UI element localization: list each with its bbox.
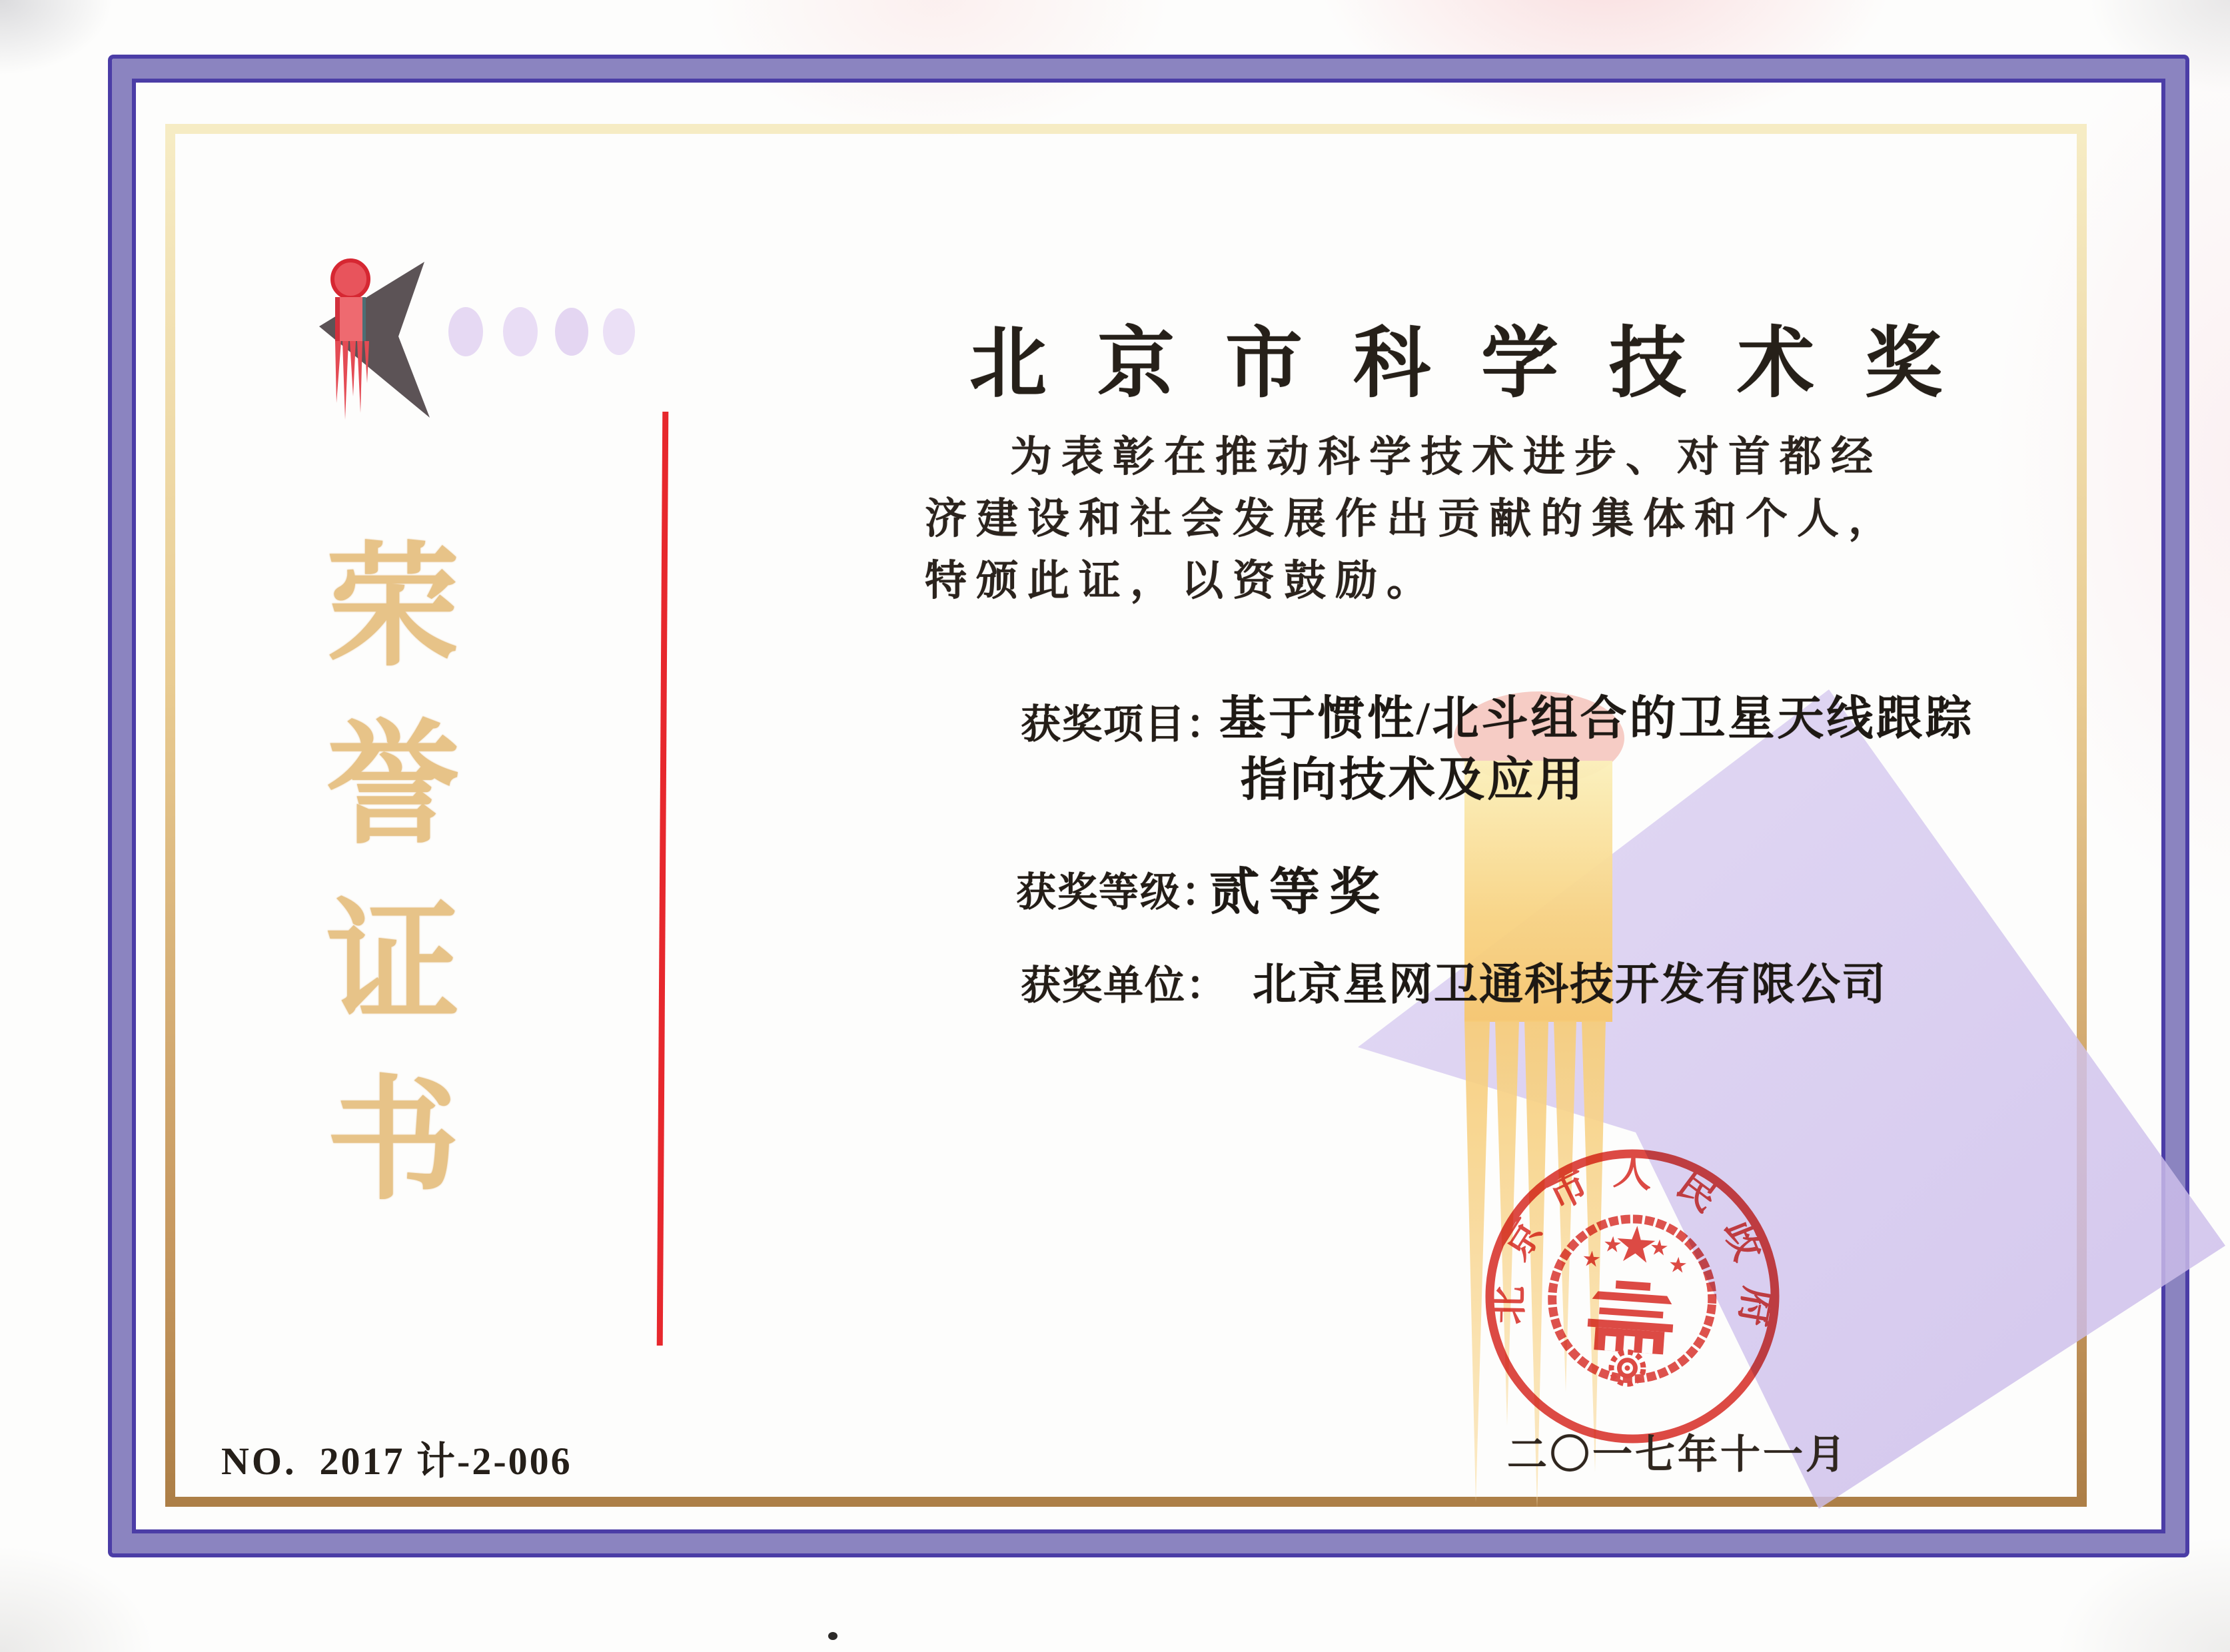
body-line: 特颁此证，以资鼓励。 [925, 558, 1438, 604]
serial-label: NO. [221, 1440, 297, 1483]
body-line: 为表彰在推动科学技术进步、对首都经 [1010, 434, 1882, 480]
project-value-line2: 指向技术及应用 [1241, 755, 1586, 806]
winner-label: 获奖单位： [1021, 964, 1227, 1008]
honor-char-1: 荣 [326, 535, 460, 682]
issue-date: 二〇一七年十一月 [1507, 1433, 1848, 1477]
project-value-line1: 基于惯性/北斗组合的卫星天线跟踪 [1219, 693, 1975, 745]
honor-char-3: 证 [326, 891, 460, 1038]
grade-label: 获奖等级： [1016, 871, 1223, 915]
winner-value: 北京星网卫通科技开发有限公司 [1253, 961, 1887, 1009]
i-star-logo-icon [303, 246, 783, 473]
body-line: 济建设和社会发展作出贡献的集体和个人， [925, 496, 1900, 542]
honor-char-2: 誉 [326, 713, 460, 860]
government-seal [1470, 1134, 1795, 1459]
serial-value: 2017 计-2-006 [319, 1440, 572, 1483]
logo-dots-icon [448, 307, 635, 356]
honor-char-4: 书 [326, 1068, 460, 1216]
award-title: 北京市科学技术奖 [969, 322, 1993, 407]
serial-number [221, 1430, 572, 1485]
grade-value: 贰等奖 [1209, 865, 1389, 921]
national-emblem-icon [1546, 1214, 1718, 1390]
seal-text-path: 北京市人民政府 [1486, 1148, 1781, 1351]
honor-title-vertical [323, 537, 463, 1248]
body-paragraph [925, 426, 1951, 612]
scan-speck [828, 1632, 837, 1640]
logo-figure-shape [332, 260, 369, 420]
project-label: 获奖项目： [1021, 703, 1227, 747]
